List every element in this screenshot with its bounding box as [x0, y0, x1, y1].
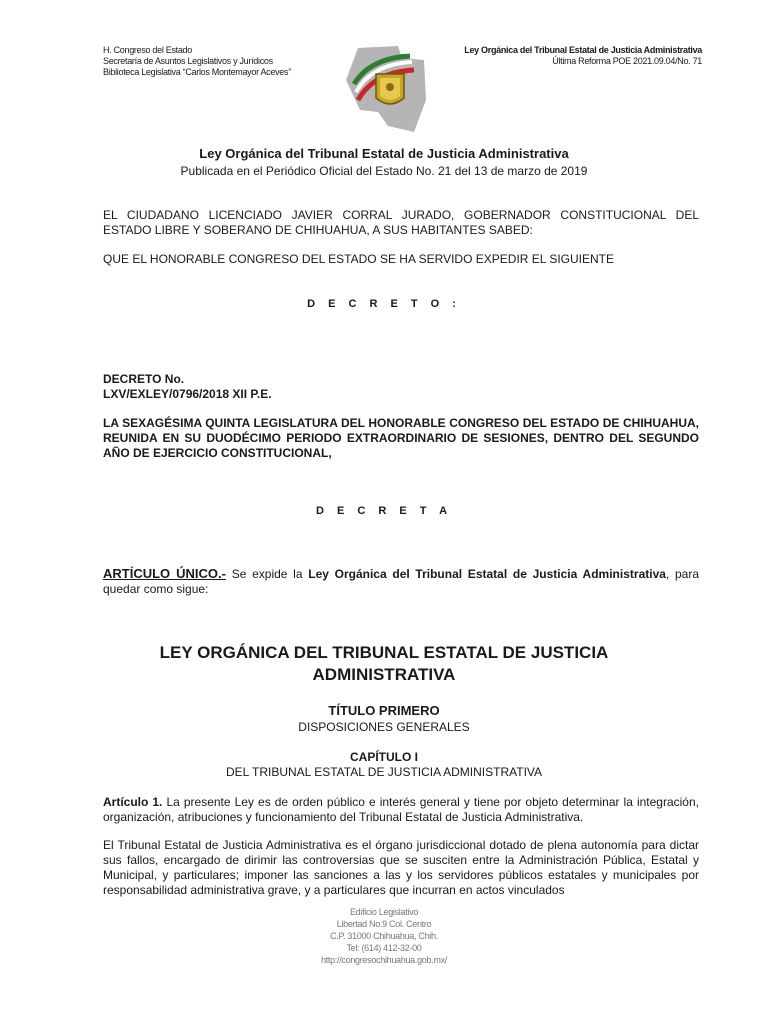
- article-1-paragraph-2: El Tribunal Estatal de Justicia Administrativa es el órgano jurisdiccional dotado de plena autonomía para dictar sus fallos, encargado de dirimir las controversias que se susciten entre la Administración Pública, Estatal y Municipal, y particulares; imponer las sanciones a las y los servidores públicos estatales y municipales por responsabilidad administrativa grave, y a particulares que incurran en actos vinculados: [103, 838, 699, 897]
- articulo-unico: [103, 566, 699, 597]
- footer-phone: Tel: (614) 412-32-00: [346, 943, 422, 953]
- titulo-subheading: DISPOSICIONES GENERALES: [298, 720, 470, 734]
- header-library: Biblioteca Legislativa “Carlos Montemayor Aceves”: [103, 67, 291, 77]
- footer-city: C.P. 31000 Chihuahua, Chih.: [330, 931, 438, 941]
- decreta-heading: D E C R E T A: [315, 505, 453, 517]
- footer-street: Libertad No.9 Col. Centro: [336, 919, 432, 929]
- footer-address: [0, 906, 768, 966]
- articulo-unico-post: , para quedar como sigue:: [103, 567, 699, 596]
- header-reform: Última Reforma POE 2021.09.04/No. 71: [552, 56, 702, 66]
- header-congress: H. Congreso del Estado: [103, 45, 192, 55]
- articulo-unico-label: ARTÍCULO ÚNICO.-: [103, 566, 226, 581]
- state-seal-logo: [340, 40, 432, 134]
- header-right: [464, 45, 702, 67]
- articulo-unico-law: Ley Orgánica del Tribunal Estatal de Justicia Administrativa: [308, 567, 666, 581]
- law-title-line1: LEY ORGÁNICA DEL TRIBUNAL ESTATAL DE JUSTICIA: [159, 643, 609, 662]
- document-title: Ley Orgánica del Tribunal Estatal de Justicia Administrativa: [199, 146, 569, 161]
- publication-note: Publicada en el Periódico Oficial del Estado No. 21 del 13 de marzo de 2019: [180, 164, 588, 178]
- footer-building: Edificio Legislativo: [349, 907, 419, 917]
- decreto-number-line1: DECRETO No.: [103, 372, 185, 386]
- decreto-number-line2: LXV/EXLEY/0796/2018 XII P.E.: [103, 387, 272, 401]
- header-secretariat: Secretaría de Asuntos Legislativos y Jurídicos: [103, 56, 273, 66]
- legislatura-paragraph: LA SEXAGÉSIMA QUINTA LEGISLATURA DEL HONORABLE CONGRESO DEL ESTADO DE CHIHUAHUA, REUNIDA EN SU DUODÉCIMO PERIODO EXTRAORDINARIO DE SESIONES, DENTRO DEL SEGUNDO AÑO DE EJERCICIO CONSTITUCIONAL,: [103, 416, 699, 460]
- header-left: [103, 45, 291, 78]
- titulo-heading: TÍTULO PRIMERO: [328, 703, 440, 718]
- decreto-number: [103, 372, 699, 402]
- header-law-title: Ley Orgánica del Tribunal Estatal de Justicia Administrativa: [464, 45, 702, 55]
- article-1-label: Artículo 1.: [103, 795, 163, 809]
- articulo-unico-pre: Se expide la: [225, 567, 309, 581]
- article-1-text: La presente Ley es de orden público e interés general y tiene por objeto determinar la integración, organización, atribuciones y funcionamiento del Tribunal Estatal de Justicia Administrativa.: [103, 795, 699, 824]
- capitulo-subheading: DEL TRIBUNAL ESTATAL DE JUSTICIA ADMINISTRATIVA: [225, 765, 543, 779]
- footer-url: http://congresochihuahua.gob.mx/: [321, 955, 447, 965]
- intro-governor: EL CIUDADANO LICENCIADO JAVIER CORRAL JURADO, GOBERNADOR CONSTITUCIONAL DEL ESTADO LIBRE Y SOBERANO DE CHIHUAHUA, A SUS HABITANTES SABED:: [103, 208, 699, 237]
- article-1: [103, 795, 699, 825]
- decreto-heading: D E C R E T O :: [307, 298, 461, 310]
- intro-congress: QUE EL HONORABLE CONGRESO DEL ESTADO SE HA SERVIDO EXPEDIR EL SIGUIENTE: [103, 252, 615, 266]
- law-title-line2: ADMINISTRATIVA: [312, 665, 456, 684]
- capitulo-heading: CAPÍTULO I: [350, 750, 418, 764]
- law-title: [0, 642, 768, 686]
